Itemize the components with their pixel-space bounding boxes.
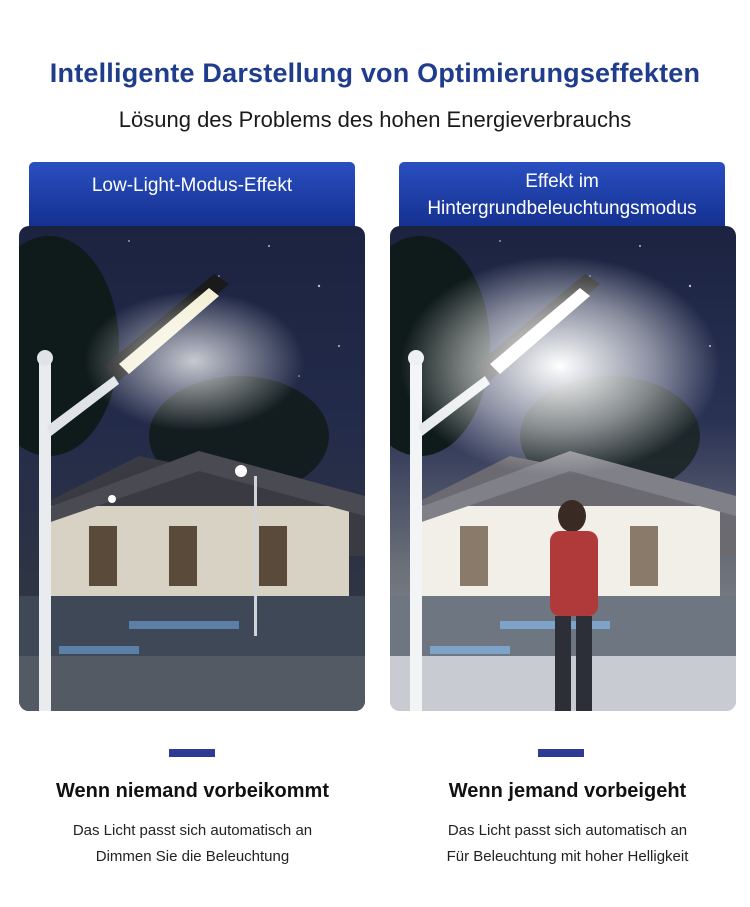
panel-tab-backlight: Effekt im Hintergrundbeleuchtungsmodus xyxy=(399,162,725,228)
accent-bar-right xyxy=(538,749,584,757)
caption-line1-left: Das Licht passt sich automatisch an xyxy=(72,822,313,839)
caption-line2-left: Dimmen Sie die Beleuchtung xyxy=(95,848,290,865)
caption-heading-right: Wenn jemand vorbeigeht xyxy=(448,780,687,802)
caption-line1-right: Das Licht passt sich automatisch an xyxy=(447,822,688,839)
panel-tab-low-light: Low-Light-Modus-Effekt xyxy=(29,162,355,228)
caption-line2-right: Für Beleuchtung mit hoher Helligkeit xyxy=(446,848,689,865)
page-subtitle: Lösung des Problems des hohen Energieverbrauchs xyxy=(118,107,632,132)
low-light-scene-image xyxy=(19,226,365,711)
backlight-scene-image xyxy=(390,226,736,711)
accent-bar-left xyxy=(169,749,215,757)
page-title: Intelligente Darstellung von Optimierungseffekten xyxy=(49,58,701,88)
caption-heading-left: Wenn niemand vorbeikommt xyxy=(55,780,329,802)
